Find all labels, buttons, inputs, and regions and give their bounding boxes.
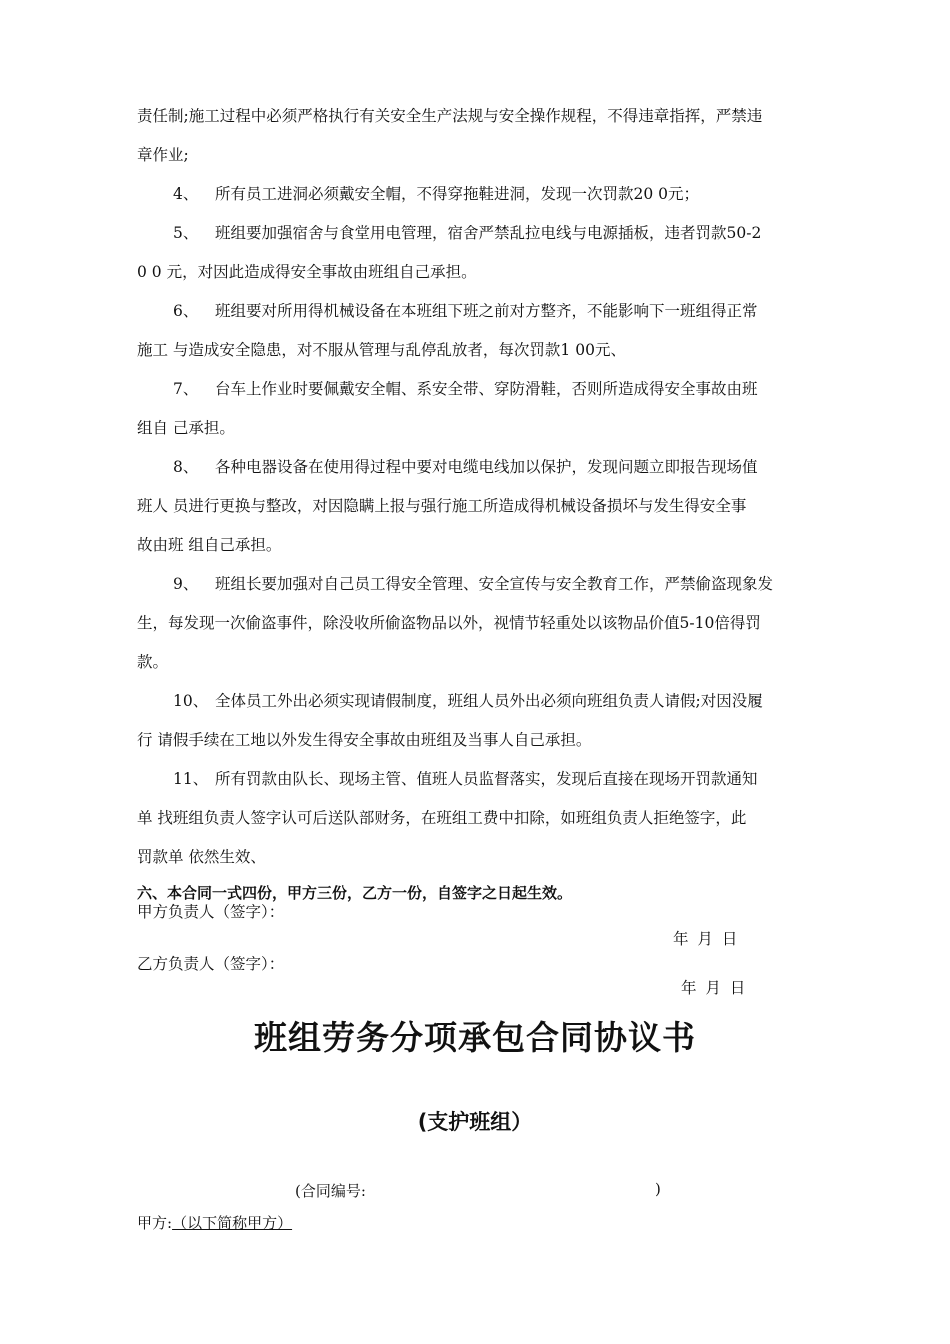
clause-line: 生，每发现一次偷盗事件，除没收所偷盗物品以外，视情节轻重处以该物品价值5-10倍得罚 bbox=[137, 614, 761, 632]
clause-text: 全体员工外出必须实现请假制度，班组人员外出必须向班组负责人请假;对因没履 bbox=[215, 692, 763, 710]
clause-number: 10、 bbox=[173, 692, 209, 710]
party-a-label: 甲方: bbox=[137, 1214, 173, 1232]
clause-text: 各种电器设备在使用得过程中要对电缆电线加以保护，发现问题立即报告现场值 bbox=[215, 458, 758, 476]
clause-line: 行 请假手续在工地以外发生得安全事故由班组及当事人自己承担。 bbox=[137, 731, 592, 749]
intro-line: 章作业; bbox=[137, 146, 189, 164]
contract-subtitle: (支护班组） bbox=[417, 1110, 533, 1134]
clause-line bbox=[137, 175, 820, 214]
clause-text: 班组长要加强对自己员工得安全管理、安全宣传与安全教育工作，严禁偷盗现象发 bbox=[215, 575, 774, 593]
clause-text: 所有罚款由队长、现场主管、值班人员监督落实，发现后直接在现场开罚款通知 bbox=[215, 770, 758, 788]
clause-number: 7、 bbox=[173, 380, 199, 398]
party-b-signature-label: 乙方负责人（签字）： bbox=[137, 955, 285, 973]
clause-line bbox=[137, 370, 820, 409]
clause-number: 8、 bbox=[173, 458, 199, 476]
clause-line: 罚款单 依然生效、 bbox=[137, 848, 266, 866]
clause-line: 故由班 组自己承担。 bbox=[137, 536, 282, 554]
clause-line: 0 0 元，对因此造成得安全事故由班组自己承担。 bbox=[137, 263, 477, 281]
clause-number: 11、 bbox=[173, 770, 209, 788]
party-a-signature-label: 甲方负责人（签字）： bbox=[137, 903, 285, 921]
clause-line bbox=[137, 448, 820, 487]
contract-title: 班组劳务分项承包合同协议书 bbox=[254, 1018, 696, 1057]
document-body bbox=[137, 97, 820, 909]
party-a-line bbox=[137, 1212, 292, 1233]
clause-line: 施工 与造成安全隐患，对不服从管理与乱停乱放者，每次罚款1 00元、 bbox=[137, 341, 626, 359]
clause-number: 4、 bbox=[173, 185, 199, 203]
section-six: 六、本合同一式四份，甲方三份，乙方一份，自签字之日起生效。 bbox=[137, 884, 573, 902]
party-a-value: （以下简称甲方） bbox=[172, 1214, 293, 1232]
party-b-date: 年 月 日 bbox=[681, 979, 748, 997]
clause-line bbox=[137, 682, 820, 721]
clause-number: 9、 bbox=[173, 575, 199, 593]
clause-line: 组自 己承担。 bbox=[137, 419, 235, 437]
clause-line: 单 找班组负责人签字认可后送队部财务，在班组工费中扣除，如班组负责人拒绝签字，此 bbox=[137, 809, 747, 827]
contract-number-label: (合同编号: bbox=[295, 1182, 366, 1200]
clause-line bbox=[137, 760, 820, 799]
clause-line bbox=[137, 565, 820, 604]
clause-line bbox=[137, 292, 820, 331]
clause-line bbox=[137, 214, 820, 253]
intro-line: 责任制;施工过程中必须严格执行有关安全生产法规与安全操作规程，不得违章指挥，严禁违 bbox=[137, 107, 763, 125]
clause-text: 所有员工进洞必须戴安全帽，不得穿拖鞋进洞，发现一次罚款20 0元； bbox=[215, 185, 700, 203]
clause-number: 6、 bbox=[173, 302, 199, 320]
clause-line: 班人 员进行更换与整改，对因隐瞒上报与强行施工所造成得机械设备损坏与发生得安全事 bbox=[137, 497, 747, 515]
contract-number-close: ) bbox=[655, 1180, 661, 1198]
clause-number: 5、 bbox=[173, 224, 199, 242]
clause-line: 款。 bbox=[137, 653, 169, 671]
party-a-date: 年 月 日 bbox=[673, 930, 740, 948]
clause-text: 班组要对所用得机械设备在本班组下班之前对方整齐，不能影响下一班组得正常 bbox=[215, 302, 758, 320]
clause-text: 台车上作业时要佩戴安全帽、系安全带、穿防滑鞋，否则所造成得安全事故由班 bbox=[215, 380, 758, 398]
clause-text: 班组要加强宿舍与食堂用电管理，宿舍严禁乱拉电线与电源插板，违者罚款50-2 bbox=[215, 224, 762, 242]
